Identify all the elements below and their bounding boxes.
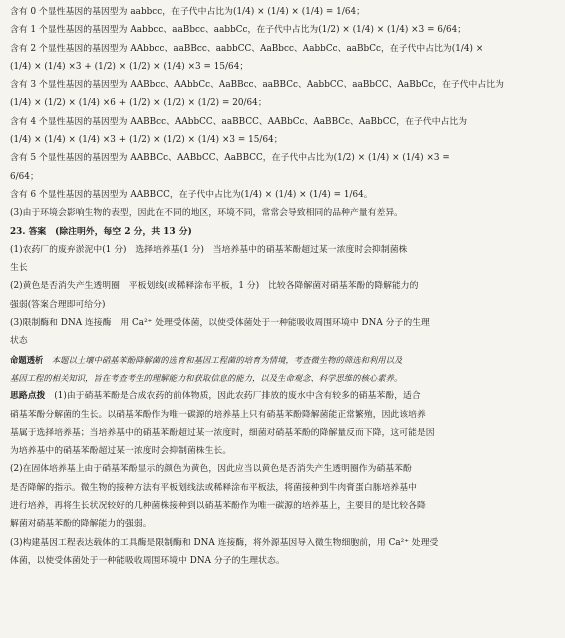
idea-block bbox=[10, 387, 555, 570]
idea-line: 硝基苯酚分解菌的生长。以硝基苯酚作为唯一碳源的培养基上只有硝基苯酚降解菌能正常繁殖，因此该培养 bbox=[10, 409, 426, 420]
text-line: 6/64； bbox=[10, 171, 39, 182]
idea-line: (2)在固体培养基上由于硝基苯酚显示的颜色为黄色，因此应当以黄色是否消失产生透明圈作为硝基苯酚 bbox=[10, 464, 412, 475]
comment-tag: 命题透析 bbox=[10, 354, 44, 365]
answer-line: (3)限制酶和 DNA 连接酶 用 Ca²⁺ 处理受体菌，以使受体菌处于一种能吸收周围环境中 DNA 分子的生理 bbox=[10, 318, 430, 329]
text-line: (1/4) × (1/2) × (1/4) ×6 + (1/2) × (1/2) × (1/2) = 20/64； bbox=[10, 98, 267, 109]
answer-line: 生长 bbox=[10, 263, 28, 274]
block-genotype-ratios bbox=[10, 3, 555, 223]
comment-line: 基因工程的相关知识，旨在考查考生的理解能力和获取信息的能力，以及生命观念、科学思维的核心素养。 bbox=[10, 372, 403, 383]
idea-line: 解菌对硝基苯酚的降解能力的强弱。 bbox=[10, 519, 152, 530]
text-line: 含有 6 个显性基因的基因型为 AABBCC，在子代中占比为(1/4) × (1/4) × (1/4) = 1/64。 bbox=[10, 189, 373, 200]
text-line: 含有 2 个显性基因的基因型为 AAbbcc、aaBBcc、aabbCC、AaBbcc、AabbCc、aaBbCc，在子代中占比为(1/4) × bbox=[10, 43, 484, 54]
text-line: 含有 0 个显性基因的基因型为 aabbcc，在子代中占比为(1/4) × (1/4) × (1/4) = 1/64； bbox=[10, 7, 365, 17]
answer-line: 状态 bbox=[10, 336, 28, 347]
idea-line bbox=[10, 387, 555, 405]
idea-line: 是否降解的指示。微生物的接种方法有平板划线法或稀释涂布平板法，将菌接种到牛肉膏蛋白胨培养基中 bbox=[10, 482, 417, 493]
idea-text: (1)由于硝基苯酚是合成农药的前体物质，因此农药厂排放的废水中含有较多的硝基苯酚，适合 bbox=[54, 391, 421, 402]
answer-line: (1)农药厂的废弃淤泥中(1 分) 选择培养基(1 分) 当培养基中的硝基苯酚超过某一浓度时会抑制菌株 bbox=[10, 244, 408, 255]
idea-line: 为培养基中的硝基苯酚超过某一浓度时会抑制菌株生长。 bbox=[10, 446, 232, 457]
comment-block bbox=[10, 351, 555, 388]
text-line: 含有 5 个显性基因的基因型为 AABBCc、AABbCC、AaBBCC，在子代中占比为(1/2) × (1/4) × (1/4) ×3 = bbox=[10, 153, 450, 164]
question-23-header: 23. 答案 (除注明外，每空 2 分，共 13 分) bbox=[10, 226, 192, 237]
idea-line: 进行培养，再将生长状况较好的几种菌株接种到以硝基苯酚作为唯一碳源的培养基上，主要目的是比较各降 bbox=[10, 501, 426, 512]
comment-text: 本题以土壤中硝基苯酚降解菌的选育和基因工程菌的培育为情境，考查微生物的筛选和利用以及 bbox=[51, 354, 403, 365]
answer-line: 强弱(答案合理即可给分) bbox=[10, 299, 106, 310]
idea-line: 基属于选择培养基；当培养基中的硝基苯酚超过某一浓度时，细菌对硝基苯酚的降解量反而下降，这可能是因 bbox=[10, 427, 435, 438]
text-line: (1/4) × (1/4) ×3 + (1/2) × (1/2) × (1/4) ×3 = 15/64； bbox=[10, 61, 249, 72]
text-line: (1/4) × (1/4) × (1/4) ×3 + (1/2) × (1/2) × (1/4) ×3 = 15/64； bbox=[10, 135, 283, 146]
comment-line bbox=[10, 351, 555, 369]
idea-line: (3)构建基因工程表达载体的工具酶是限制酶和 DNA 连接酶，将外源基因导入微生物细胞前，用 Ca²⁺ 处理受 bbox=[10, 537, 439, 548]
answer-block bbox=[10, 241, 555, 351]
text-line: (3)由于环境会影响生物的表型，因此在不同的地区，环境不同，常常会导致相同的品种产量有差异。 bbox=[10, 208, 404, 219]
text-line: 含有 3 个显性基因的基因型为 AABbcc、AAbbCc、AaBBcc、aaBBCc、AabbCC、aaBbCC、AaBbCc，在子代中占比为 bbox=[10, 80, 504, 91]
idea-line: 体菌，以使受体菌处于一种能吸收周围环境中 DNA 分子的生理状态。 bbox=[10, 555, 285, 566]
idea-tag: 思路点拨 bbox=[10, 391, 46, 402]
text-line: 含有 1 个显性基因的基因型为 Aabbcc、aaBbcc、aabbCc，在子代中占比为(1/2) × (1/4) × (1/4) ×3 = 6/64； bbox=[10, 25, 467, 36]
answer-line: (2)黄色是否消失产生透明圈 平板划线(或稀释涂布平板，1 分) 比较各降解菌对硝基苯酚的降解能力的 bbox=[10, 281, 419, 292]
text-line: 含有 4 个显性基因的基因型为 AABBcc、AAbbCC、aaBBCC、AABbCc、AaBBCc、AaBbCC，在子代中占比为 bbox=[10, 116, 468, 127]
